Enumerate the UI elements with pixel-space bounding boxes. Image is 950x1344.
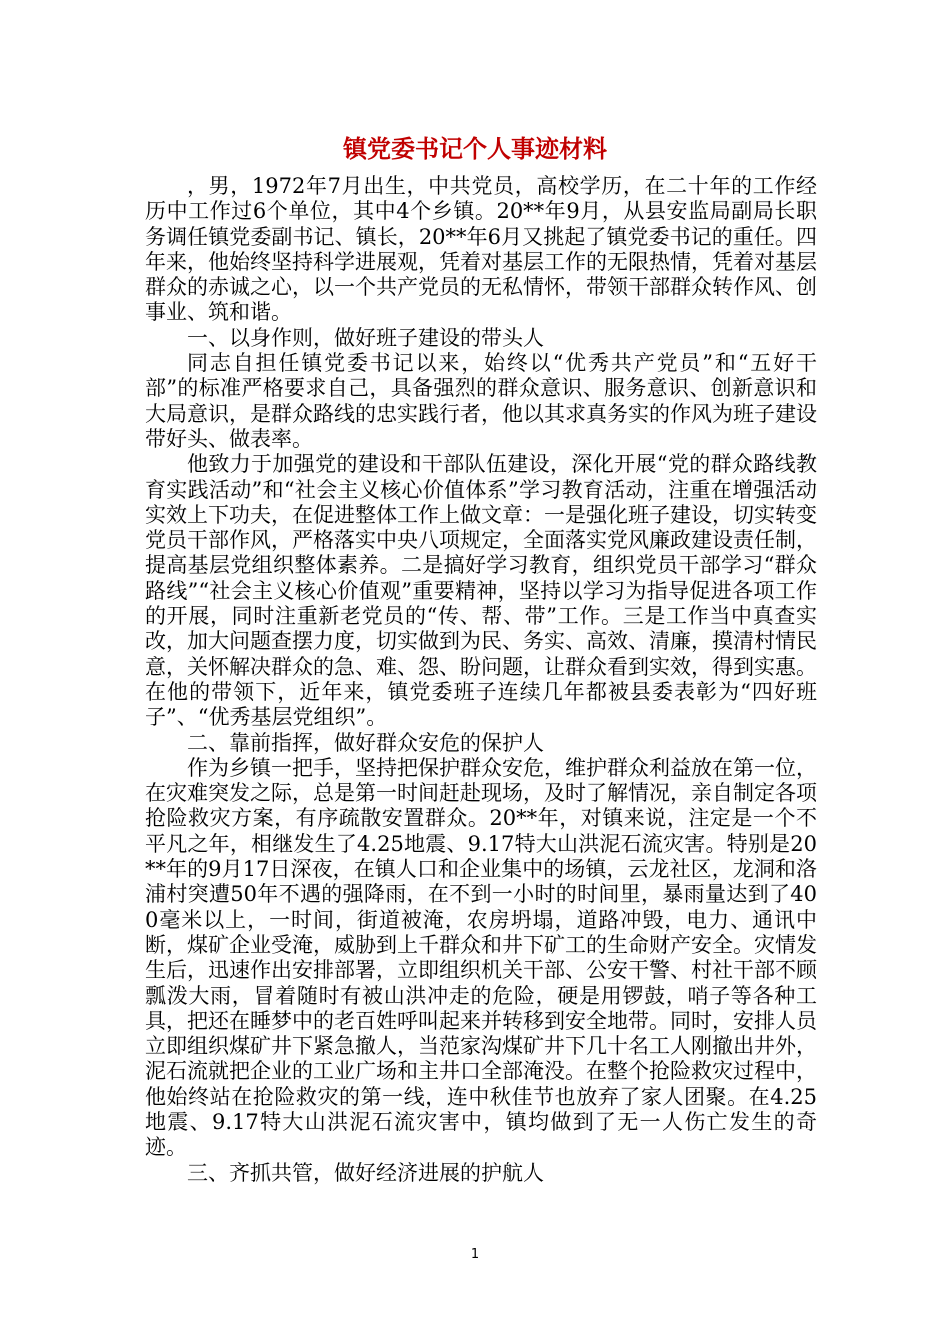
- body-paragraph: 他致力于加强党的建设和干部队伍建设，深化开展“党的群众路线教育实践活动”和“社会主义核心价值体系”学习教育活动，注重在增强活动实效上下功夫，在促进整体工作上做文章：一是强化班子建设，切实转变党员干部作风，严格落实中央八项规定，全面落实党风廉政建设责任制，提高基层党组织整体素养。二是搞好学习教育，组织党员干部学习“群众路线”“社会主义核心价值观”重要精神，坚持以学习为指导促进各项工作的开展，同时注重新老党员的“传、帮、带”工作。三是工作当中真查实改，加大问题查摆力度，切实做到为民、务实、高效、清廉，摸清村情民意，关怀解决群众的急、难、怨、盼问题，让群众看到实效，得到实惠。在他的带领下，近年来，镇党委班子连续几年都被县委表彰为“四好班子”、“优秀基层党组织”。: [145, 452, 817, 730]
- page-number: 1: [470, 1247, 480, 1262]
- section-heading-3: 三、齐抓共管，做好经济进展的护航人: [187, 1160, 544, 1185]
- body-paragraph: 作为乡镇一把手，坚持把保护群众安危，维护群众利益放在第一位，在灾难突发之际，总是第一时间赶赴现场，及时了解情况，亲自制定各项抢险救灾方案，有序疏散安置群众。20**年，对镇来说，注定是一个不平凡之年，相继发生了4.25地震、9.17特大山洪泥石流灾害。特别是20**年的9月17日深夜，在镇人口和企业集中的场镇，云龙社区，龙洞和洛浦村突遭50年不遇的强降雨，在不到一小时的时间里，暴雨量达到了400毫米以上，一时间，街道被淹，农房坍塌，道路冲毁，电力、通讯中断，煤矿企业受淹，威胁到上千群众和井下矿工的生命财产安全。灾情发生后，迅速作出安排部署，立即组织机关干部、公安干警、村社干部不顾瓢泼大雨，冒着随时有被山洪冲走的危险，硬是用锣鼓，哨子等各种工具，把还在睡梦中的老百姓呼叫起来并转移到安全地带。同时，安排人员立即组织煤矿井下紧急撤人，当范家沟煤矿井下几十名工人刚撤出井外，泥石流就把企业的工业广场和主井口全部淹没。在整个抢险救灾过程中，他始终站在抢险救灾的第一线，连中秋佳节也放弃了家人团聚。在4.25地震、9.17特大山洪泥石流灾害中，镇均做到了无一人伤亡发生的奇迹。: [145, 755, 817, 1160]
- document-body: [145, 174, 817, 1186]
- section-heading-1: 一、以身作则，做好班子建设的带头人: [187, 325, 544, 350]
- section-heading-2: 二、靠前指挥，做好群众安危的保护人: [187, 730, 544, 755]
- body-paragraph: 同志自担任镇党委书记以来，始终以“优秀共产党员”和“五好干部”的标准严格要求自己，具备强烈的群众意识、服务意识、创新意识和大局意识，是群众路线的忠实践行者，他以其求真务实的作风为班子建设带好头、做表率。: [145, 351, 817, 451]
- document-title: 镇党委书记个人事迹材料: [343, 134, 607, 163]
- intro-paragraph: ，男，1972年7月出生，中共党员，高校学历，在二十年的工作经历中工作过6个单位，其中4个乡镇。20**年9月，从县安监局副局长职务调任镇党委副书记、镇长，20**年6月又挑起了镇党委书记的重任。四年来，他始终坚持科学进展观，凭着对基层工作的无限热情，凭着对基层群众的赤诚之心，以一个共产党员的无私情怀，带领干部群众转作风、创事业、筑和谐。: [145, 174, 817, 325]
